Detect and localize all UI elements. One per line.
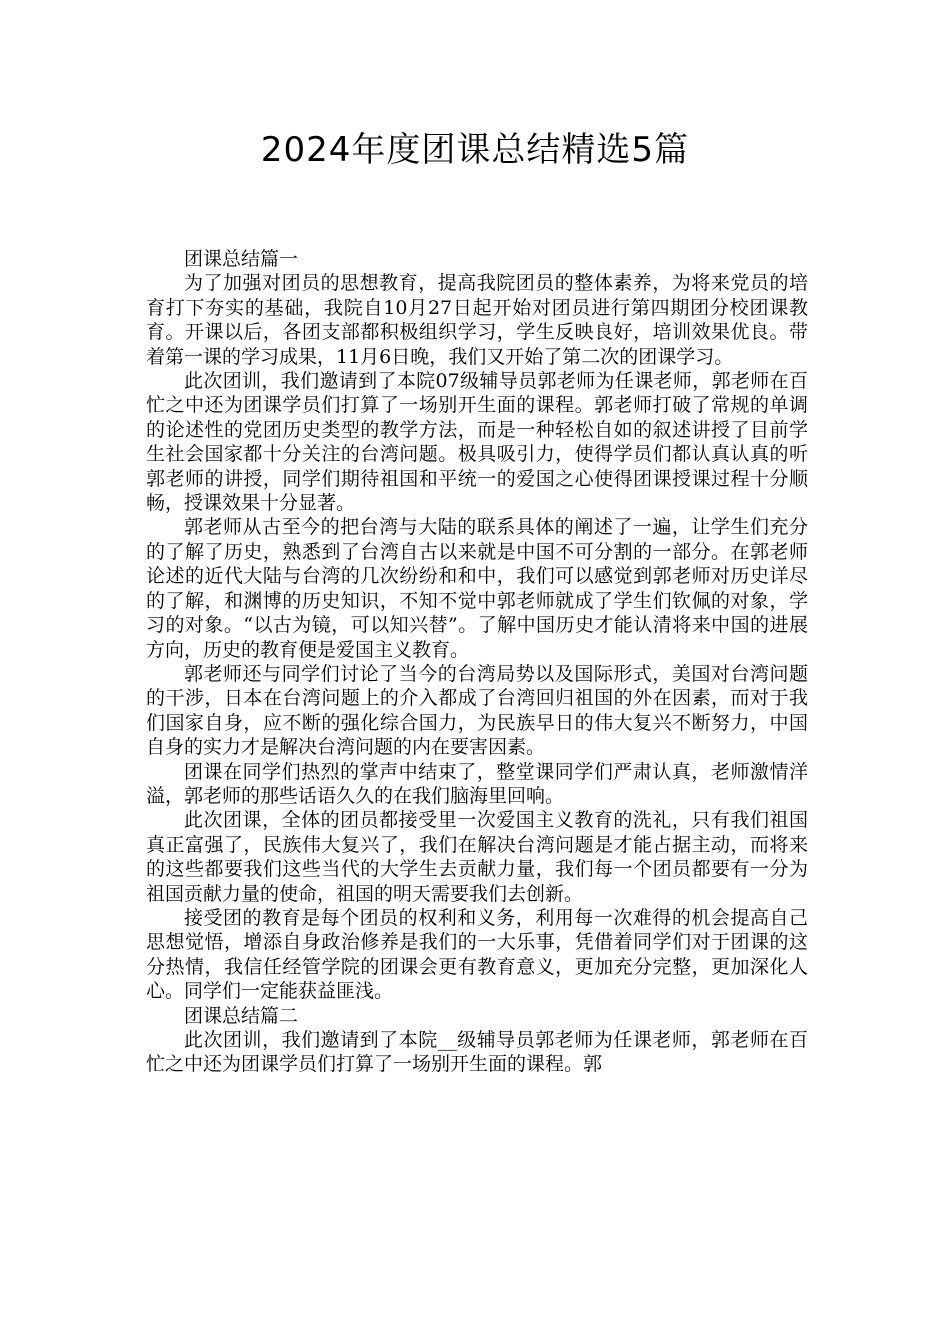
- body-paragraph: 为了加强对团员的思想教育，提高我院团员的整体素养，为将来党员的培育打下夯实的基础，我院自10月27日起开始对团员进行第四期团分校团课教育。开课以后，各团支部都积极组织学习，学生反映良好，培训效果优良。带着第一课的学习成果，11月6日晚，我们又开始了第二次的团课学习。: [146, 272, 808, 368]
- body-paragraph: 此次团课，全体的团员都接受里一次爱国主义教育的洗礼，只有我们祖国真正富强了，民族伟大复兴了，我们在解决台湾问题是才能占据主动，而将来的这些都要我们这些当代的大学生去贡献力量，我们每一个团员都要有一分为祖国贡献力量的使命，祖国的明天需要我们去创新。: [146, 809, 808, 905]
- page-title: 2024年度团课总结精选5篇: [260, 130, 690, 170]
- document-body: [146, 247, 808, 1077]
- body-paragraph: 接受团的教育是每个团员的权利和义务，利用每一次难得的机会提高自己思想觉悟，增添自身政治修养是我们的一大乐事，凭借着同学们对于团课的这分热情，我信任经管学院的团课会更有教育意义，更加充分完整，更加深化人心。同学们一定能获益匪浅。: [146, 906, 808, 1003]
- section-heading-1: 团课总结篇一: [184, 248, 299, 270]
- body-paragraph: 此次团训，我们邀请到了本院07级辅导员郭老师为任课老师，郭老师在百忙之中还为团课学员们打算了一场别开生面的课程。郭老师打破了常规的单调的论述性的党团历史类型的教学方法，而是一种轻松自如的叙述讲授了目前学生社会国家都十分关注的台湾问题。极具吸引力，使得学员们都认真认真的听郭老师的讲授，同学们期待祖国和平统一的爱国之心使得团课授课过程十分顺畅，授课效果十分显著。: [146, 370, 808, 515]
- section-heading-2: 团课总结篇二: [184, 1004, 299, 1027]
- body-paragraph: 郭老师从古至今的把台湾与大陆的联系具体的阐述了一遍，让学生们充分的了解了历史，熟悉到了台湾自古以来就是中国不可分割的一部分。在郭老师论述的近代大陆与台湾的几次纷纷和和中，我们可以感觉到郭老师对历史详尽的了解，和渊博的历史知识，不知不觉中郭老师就成了学生们钦佩的对象，学习的对象。“以古为镜，可以知兴替”。了解中国历史才能认清将来中国的进展方向，历史的教育便是爱国主义教育。: [146, 516, 808, 661]
- body-paragraph: 郭老师还与同学们讨论了当今的台湾局势以及国际形式，美国对台湾问题的干涉，日本在台湾问题上的介入都成了台湾回归祖国的外在因素，而对于我们国家自身，应不断的强化综合国力，为民族早日的伟大复兴不断努力，中国自身的实力才是解决台湾问题的内在要害因素。: [146, 662, 808, 759]
- body-paragraph: 此次团训，我们邀请到了本院__级辅导员郭老师为任课老师，郭老师在百忙之中还为团课学员们打算了一场别开生面的课程。郭: [146, 1029, 808, 1076]
- body-paragraph: 团课在同学们热烈的掌声中结束了，整堂课同学们严肃认真，老师激情洋溢，郭老师的那些话语久久的在我们脑海里回响。: [146, 760, 808, 807]
